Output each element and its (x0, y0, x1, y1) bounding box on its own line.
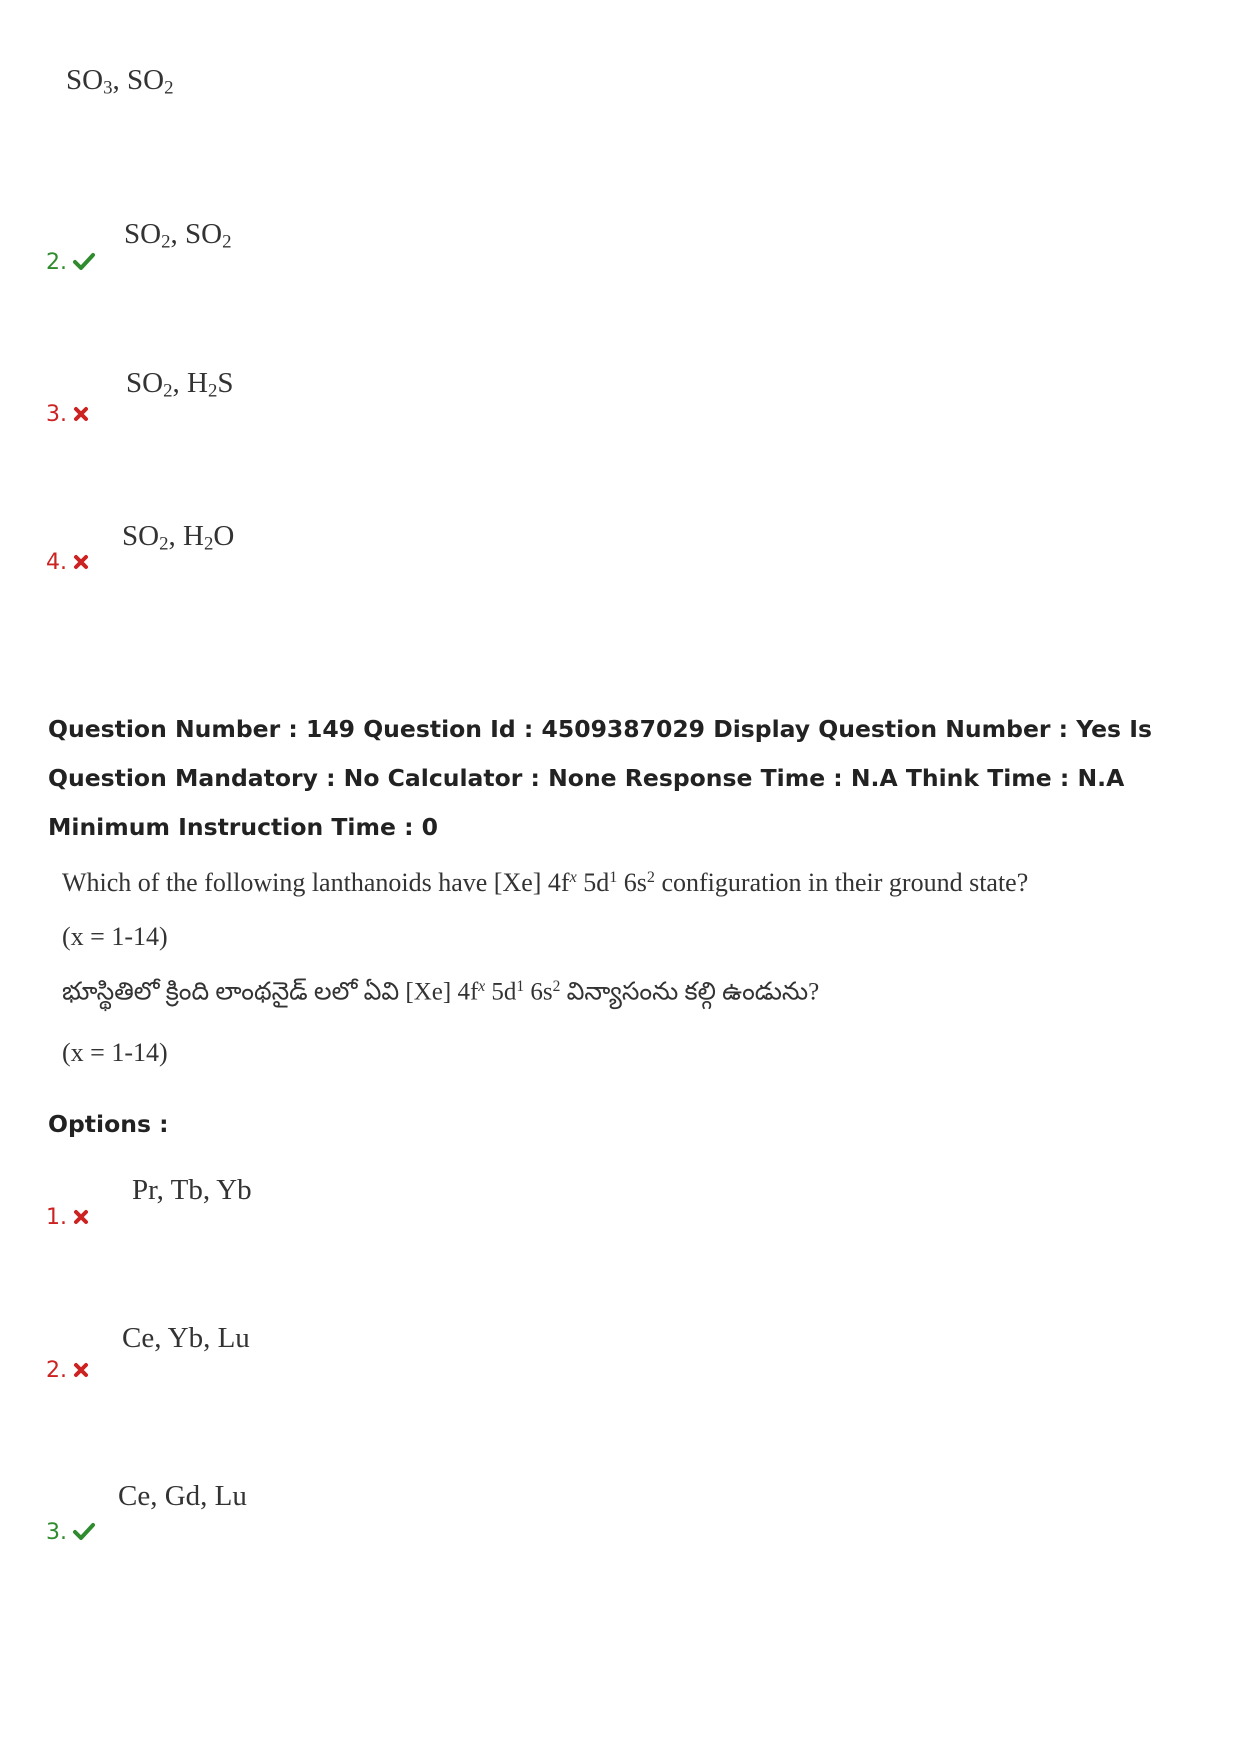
prev-option-4-number: 4. (46, 550, 89, 576)
check-mark-icon (73, 251, 95, 276)
cross-mark-icon (73, 403, 89, 428)
options-label: Options : (48, 1110, 169, 1138)
prev-option-3-text: $SO_2$, $H_2S$ (126, 367, 234, 402)
cross-mark-icon (73, 551, 89, 576)
option-3-text: Ce, Gd, Lu (118, 1480, 247, 1512)
prev-option-2-number: 2. (46, 250, 95, 276)
option-2-text: Ce, Yb, Lu (122, 1322, 250, 1354)
check-mark-icon (73, 1521, 95, 1546)
cross-mark-icon (73, 1359, 89, 1384)
prev-option-1-text: $SO_3$, $SO_2$ (66, 64, 174, 99)
option-1-text: Pr, Tb, Yb (132, 1174, 252, 1206)
cross-mark-icon (73, 1206, 89, 1231)
question-range-note: (x = 1-14) (62, 922, 168, 951)
question-range-note-2: (x = 1-14) (62, 1038, 168, 1067)
prev-option-3-number: 3. (46, 402, 89, 428)
question-text-telugu: భూస్థితిలో క్రింది లాంథనైడ్ లలో ఏవి [Xe] $4f^x$ $5d^1$ $6s^2$ విన్యాసంను కల్గి ఉండును? (62, 978, 820, 1006)
option-3-number: 3. (46, 1520, 95, 1546)
option-1-number: 1. (46, 1205, 89, 1231)
prev-option-2-text: $SO_2$, $SO_2$ (124, 218, 232, 253)
prev-option-4-text: $SO_2$, $H_2O$ (122, 520, 235, 555)
question-meta: Question Number : 149 Question Id : 4509387029 Display Question Number : Yes Is Question Mandatory : No Calculator : None Response Time : N.A Think Time : N.A Minimum Instruction Time : 0 (48, 715, 1152, 841)
question-text-english: Which of the following lanthanoids have [Xe] $4f^x$ $5d^1$ $6s^2$ configuration in their ground state? (62, 868, 1029, 897)
option-2-number: 2. (46, 1358, 89, 1384)
